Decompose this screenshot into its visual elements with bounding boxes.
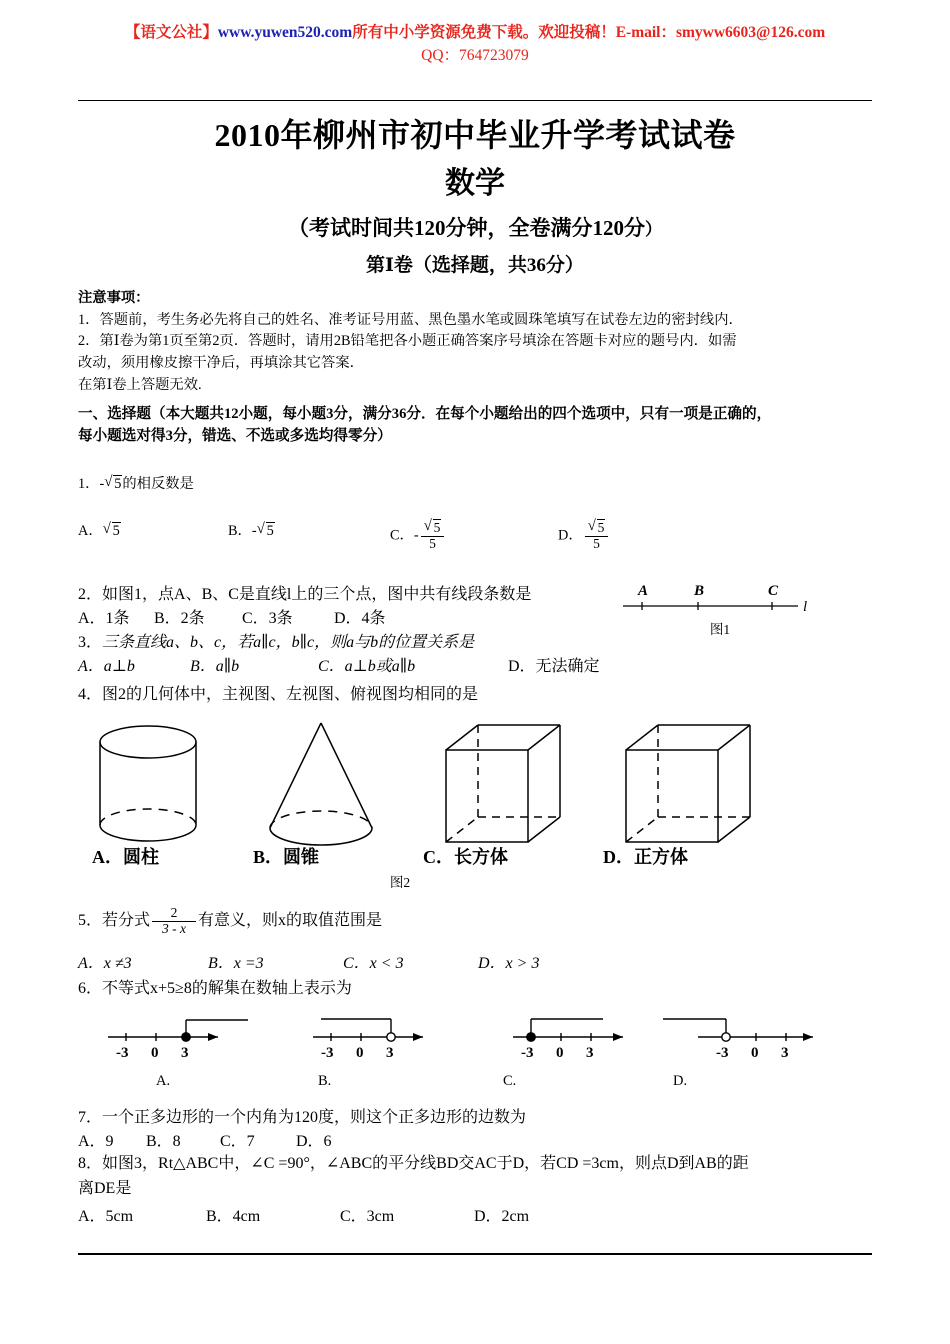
option-d[interactable]: D. (673, 1073, 688, 1089)
exam-meta-head: （考试时间共120分钟，全卷满分120分 (288, 216, 645, 240)
option-c[interactable]: C．7 (220, 1133, 255, 1150)
banner-line-1 (0, 22, 950, 44)
fraction: √ $\frac{5}{5}$ (421, 519, 445, 552)
option-c[interactable]: C．a⊥b或a∥b (318, 658, 416, 675)
question-4-number: 4． (78, 686, 103, 703)
option-b[interactable]: B．a∥b (190, 658, 240, 675)
page-title: 2010年柳州市初中毕业升学考试试卷 (214, 117, 736, 153)
svg-text:0: 0 (751, 1045, 759, 1061)
svg-text:3: 3 (586, 1045, 594, 1061)
question-1-number: 1． (78, 476, 100, 492)
svg-text:-3: -3 (521, 1045, 534, 1061)
question-5-prefix: 若分式 (102, 912, 151, 930)
footer-rule (78, 1253, 872, 1255)
sqrt-icon: √ 5 (257, 522, 275, 540)
note-item: 1．答题前，考生务必先将自己的姓名、准考证号用蓝、黑色墨水笔或圆珠笔填写在试卷左边的密封线内． (78, 311, 743, 328)
option-a[interactable]: A．5cm (78, 1208, 134, 1225)
question-1-stem (78, 473, 194, 493)
svg-text:C: C (768, 583, 779, 599)
question-6-text: 不等式x+5≥8的解集在数轴上表示为 (102, 980, 352, 997)
svg-text:0: 0 (356, 1045, 364, 1061)
option-c[interactable]: C．x < 3 (343, 955, 404, 972)
note-item: 改动，须用橡皮擦干净后，再填涂其它答案． (78, 355, 364, 372)
option-b[interactable]: B．8 (146, 1133, 181, 1150)
question-4-text: 图2的几何体中，主视图、左视图、俯视图均相同的是 (102, 686, 479, 703)
option-c[interactable]: C．长方体 (423, 847, 508, 867)
option-c[interactable]: C．- √ $\frac{5}{5}$ (390, 520, 446, 553)
question-2-number: 2． (78, 586, 103, 603)
question-8-stem (78, 1152, 878, 1202)
option-b[interactable]: B．x =3 (208, 955, 264, 972)
notes-and-section (78, 288, 874, 448)
option-d[interactable]: D．4条 (334, 610, 386, 627)
option-b[interactable]: B．4cm (206, 1208, 261, 1225)
cylinder-shape (100, 726, 196, 841)
option-d[interactable]: D．2cm (474, 1208, 530, 1225)
question-8-line-2: 离DE是 (78, 1179, 132, 1197)
option-a[interactable]: A．圆柱 (92, 847, 159, 867)
option-b[interactable]: B. (318, 1073, 332, 1089)
question-4-options (78, 843, 868, 869)
option-d[interactable]: D．6 (296, 1133, 332, 1150)
question-3-number: 3． (78, 634, 103, 651)
question-7-stem (78, 1104, 526, 1127)
numberline-a (108, 1020, 248, 1041)
option-c[interactable]: C．3cm (340, 1208, 395, 1225)
numberline-d (663, 1019, 813, 1041)
svg-text:A: A (638, 583, 649, 599)
site-url[interactable]: www.yuwen520.com (217, 24, 353, 41)
option-a[interactable]: A．1条 (78, 610, 130, 627)
option-d[interactable]: D．x > 3 (478, 955, 540, 972)
sqrt-icon: √ 5 (103, 522, 121, 540)
question-7-number: 7． (78, 1109, 103, 1126)
svg-text:3: 3 (386, 1045, 394, 1061)
exam-meta (0, 212, 950, 242)
question-6-options (78, 1073, 878, 1095)
question-1-text: 的相反数是 (122, 476, 194, 492)
svg-text:l: l (803, 599, 808, 615)
question-3-text: 三条直线a、b、c，若a∥c，b∥c，则a与b的位置关系是 (102, 634, 475, 651)
subject-title: 数学 (445, 167, 505, 200)
option-a[interactable]: A. (156, 1073, 171, 1089)
figure-2-caption: 图2 (389, 875, 411, 890)
fraction: $\frac{2}{3 - x}$ (152, 906, 196, 937)
svg-text:0: 0 (556, 1045, 564, 1061)
figure-1 (620, 578, 820, 623)
banner-qq: QQ：764723079 (421, 47, 529, 65)
svg-text:3: 3 (181, 1045, 189, 1061)
question-8-number: 8． (78, 1155, 103, 1172)
sqrt-icon: √ 5 (588, 519, 606, 536)
notes-heading: 注意事项： (78, 290, 150, 306)
exam-meta-tail: ） (645, 220, 662, 239)
svg-text:3: 3 (781, 1045, 789, 1061)
numberline-diagrams (78, 1005, 878, 1070)
svg-text:-3: -3 (716, 1045, 729, 1061)
option-b[interactable]: B．圆锥 (253, 847, 320, 867)
question-8-line-1: 8．如图3，Rt△ABC中，∠C =90°，∠ABC的平分线BD交AC于D，若CD =3cm，则点D到AB的距 (78, 1155, 749, 1172)
numberline-b (313, 1019, 423, 1041)
question-5-number: 5． (78, 912, 103, 930)
svg-text:-3: -3 (321, 1045, 334, 1061)
question-3-stem (78, 629, 698, 652)
note-item: 在第Ⅰ卷上答题无效. (78, 376, 202, 393)
option-c[interactable]: C. (503, 1073, 517, 1089)
option-a[interactable]: A．9 (78, 1133, 114, 1150)
question-5-suffix: 有意义，则x的取值范围是 (198, 912, 383, 930)
option-c[interactable]: C．3条 (242, 610, 293, 627)
section-heading-line-2: 每小题选对得3分，错选、不选或多选均得零分） (78, 428, 392, 445)
numberline-c (513, 1019, 623, 1041)
figure-1-line-diagram (620, 578, 820, 618)
option-d[interactable]: D．正方体 (603, 847, 688, 867)
svg-text:0: 0 (151, 1045, 159, 1061)
cone-shape (270, 723, 372, 845)
question-4-stem (78, 681, 868, 704)
svg-text:B: B (694, 583, 705, 599)
fraction: √ $\frac{5}{5}$ (585, 519, 609, 552)
option-a[interactable]: A．x ≠3 (78, 955, 132, 972)
section-heading-line-1: 一、选择题（本大题共12小题，每小题3分，满分36分．在每个小题给出的四个选项中，只有一项是正确的， (78, 405, 772, 422)
svg-text:-3: -3 (116, 1045, 129, 1061)
question-6-stem (78, 975, 352, 998)
site-tag: 【语文公社】 (124, 24, 218, 41)
question-2-text: 如图1，点A、B、C是直线l上的三个点，图中共有线段条数是 (102, 586, 532, 603)
option-d[interactable]: D． √ $\frac{5}{5}$ (558, 520, 610, 553)
figure-1-caption: 图1 (709, 622, 731, 637)
option-a[interactable]: A． √ 5 (78, 520, 121, 540)
banner-tagline: 所有中小学资源免费下载。欢迎投稿！E-mail：smyww6603@126.com (352, 24, 826, 41)
cube-shape (626, 725, 750, 842)
site-banner (0, 22, 950, 68)
option-b[interactable]: B．2条 (154, 610, 205, 627)
part-heading: 第Ⅰ卷（选择题，共36分） (366, 255, 584, 276)
option-b[interactable]: B．- √ 5 (228, 520, 275, 540)
sqrt-icon: √ 5 (424, 519, 442, 536)
option-a[interactable]: A．a⊥b (78, 658, 135, 675)
question-2-stem (78, 581, 618, 604)
question-6-numberlines (78, 1005, 878, 1070)
question-6-number: 6． (78, 980, 103, 997)
question-5-stem (78, 906, 382, 937)
header-rule (78, 100, 872, 101)
question-7-text: 一个正多边形的一个内角为120度，则这个正多边形的边数为 (102, 1109, 527, 1126)
sqrt-icon: √ 5 (104, 475, 122, 493)
cuboid-shape (446, 725, 560, 842)
question-1-sign: - (99, 476, 105, 492)
option-d[interactable]: D．无法确定 (508, 658, 600, 675)
note-item: 2．第Ⅰ卷为第1页至第2页．答题时，请用2B铅笔把各小题正确答案序号填涂在答题卡对应的题号内．如需 (78, 333, 737, 350)
